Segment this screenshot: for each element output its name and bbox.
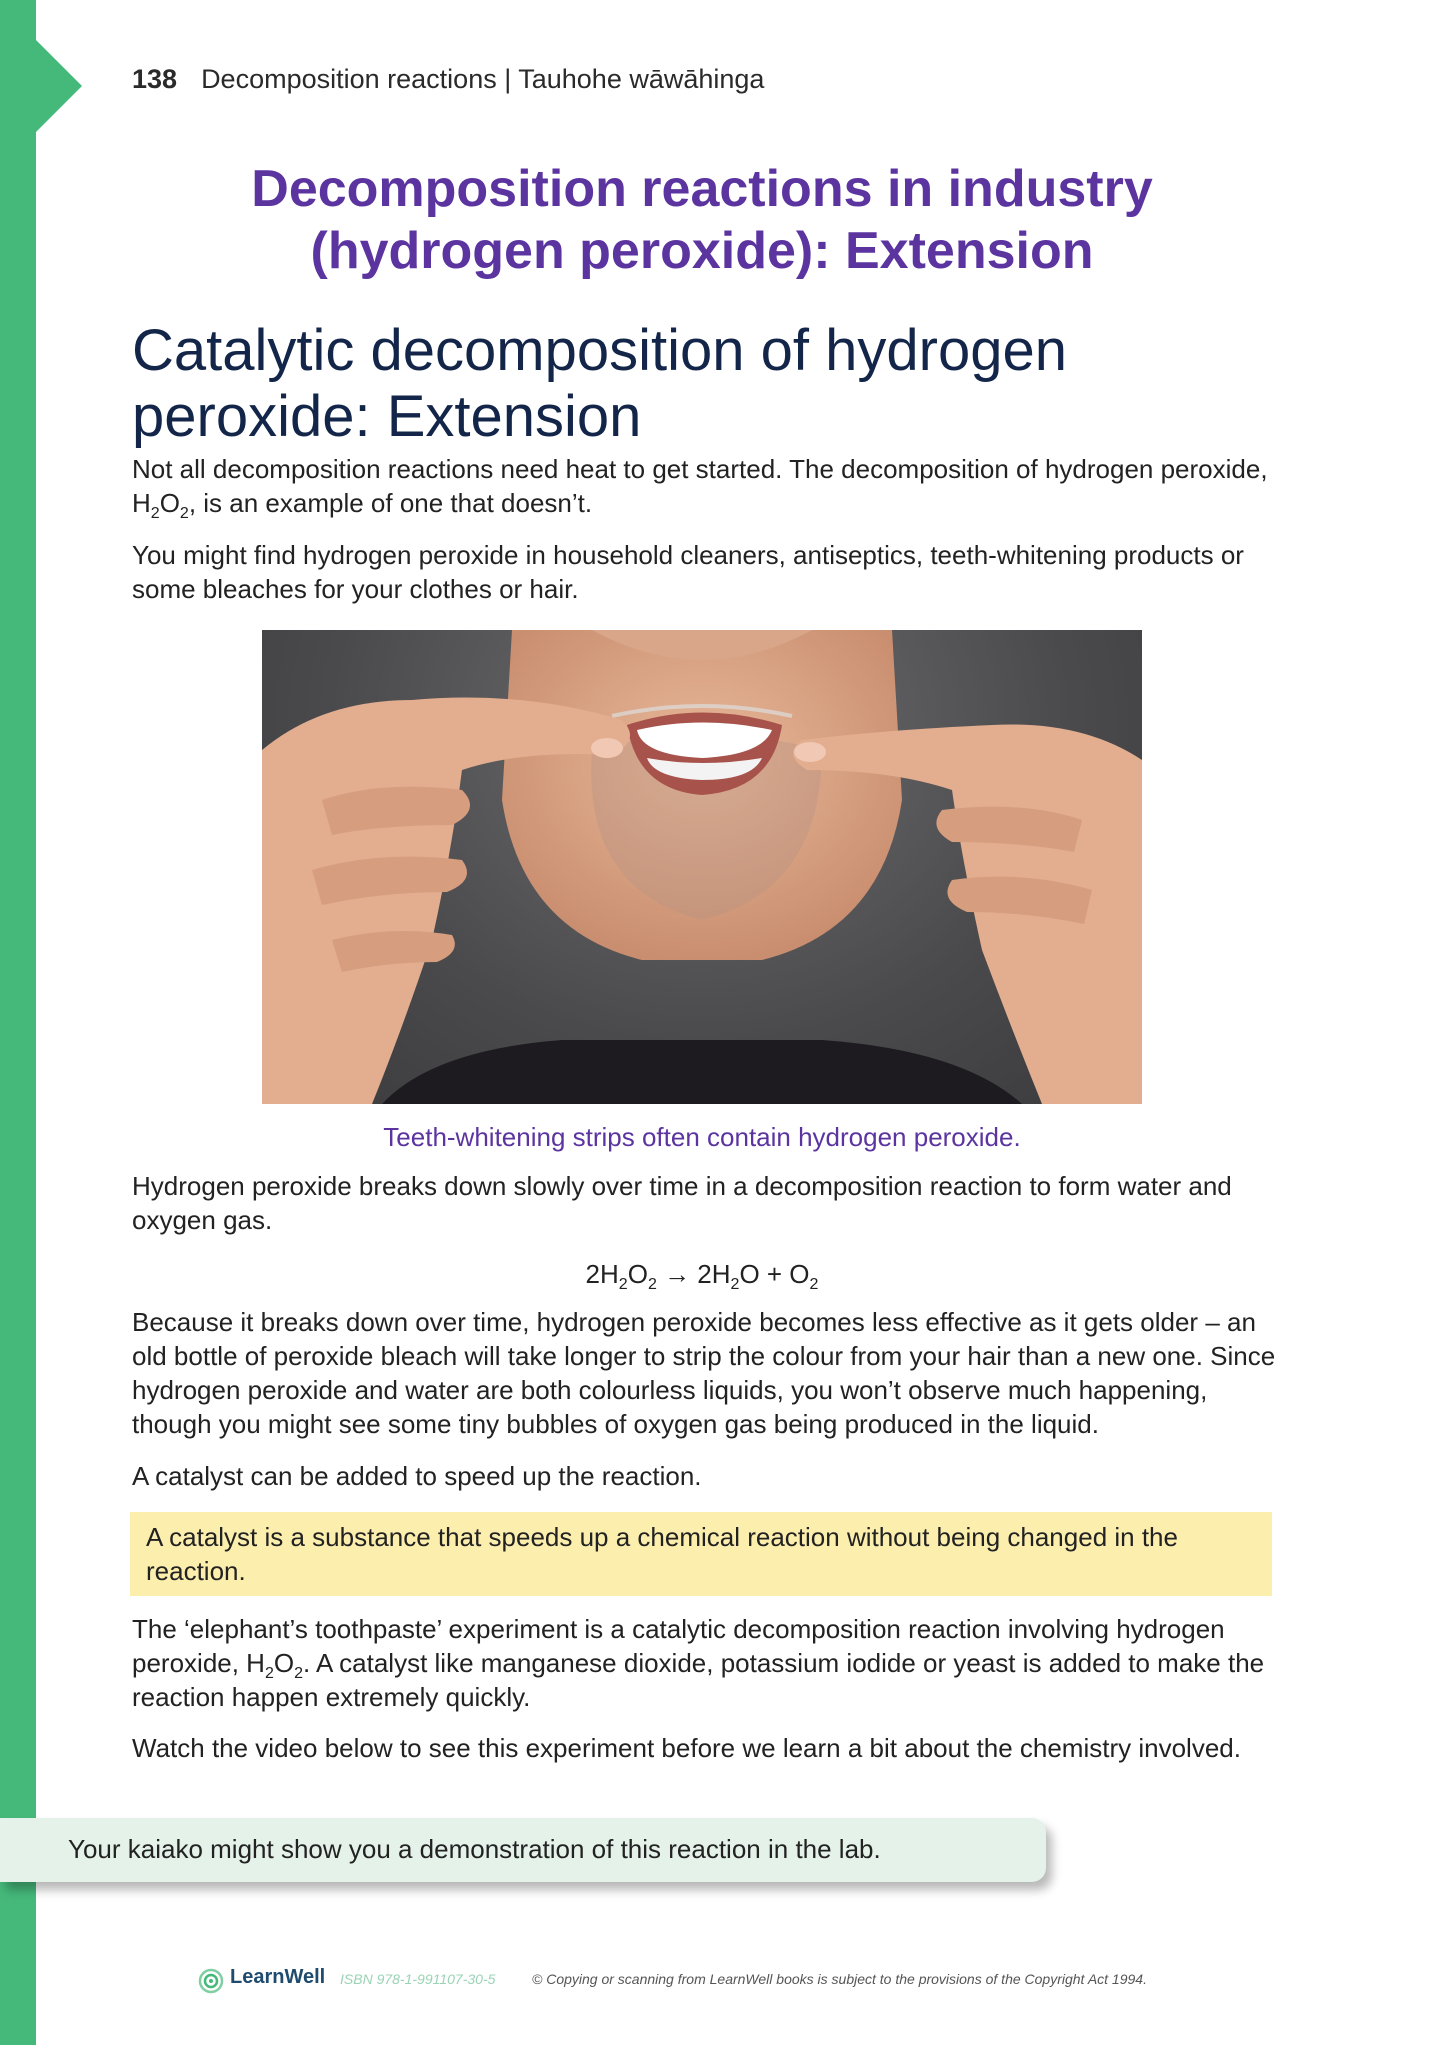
paragraph-intro: Not all decomposition reactions need heat to get started. The decomposition of hydrogen peroxide, $H_2O_2$, is an example of one that doesn’t.	[132, 454, 1268, 523]
definition-box	[130, 1512, 1272, 1596]
page-tab-arrow	[36, 40, 82, 132]
paragraph-elephant-toothpaste: The ‘elephant’s toothpaste’ experiment is a catalytic decomposition reaction involving hydrogen peroxide, $H_2O_2$. A catalyst like manganese dioxide, potassium iodide or yeast is added to make the reaction happen extremely quickly.	[132, 1614, 1265, 1712]
side-color-bar	[0, 0, 36, 2045]
paragraph-video: Watch the video below to see this experiment before we learn a bit about the chemistry involved.	[132, 1733, 1241, 1763]
section-heading-line2: peroxide: Extension	[132, 384, 642, 449]
teacher-note-text: Your kaiako might show you a demonstration of this reaction in the lab.	[68, 1834, 881, 1864]
chemical-equation: $2H_2O_2 \to 2H_2O + O_2$	[585, 1259, 819, 1294]
section-heading	[132, 318, 1312, 450]
definition-text: A catalyst is a substance that speeds up a chemical reaction without being changed in the reaction.	[146, 1522, 1178, 1586]
running-header	[132, 64, 764, 95]
page-title-line2: (hydrogen peroxide): Extension	[310, 222, 1094, 280]
teacher-note-box	[0, 1818, 1046, 1882]
teeth-whitening-photo	[262, 630, 1142, 1104]
isbn: ISBN 978-1-991107-30-5	[340, 1971, 496, 1987]
paragraph-effectiveness: Because it breaks down over time, hydrogen peroxide becomes less effective as it gets older – an old bottle of peroxide bleach will take longer to strip the colour from your hair than a new one. Since hydrogen peroxide and water are both colourless liquids, you won’t observe much happening, though you might see some tiny bubbles of oxygen gas being produced in the liquid.	[132, 1307, 1276, 1439]
page-title	[132, 158, 1272, 282]
paragraph-breakdown: Hydrogen peroxide breaks down slowly over time in a decomposition reaction to form water and oxygen gas.	[132, 1171, 1232, 1235]
section-heading-line1: Catalytic decomposition of hydrogen	[132, 318, 1067, 383]
paragraph-catalyst: A catalyst can be added to speed up the reaction.	[132, 1461, 702, 1491]
image-caption: Teeth-whitening strips often contain hydrogen peroxide.	[383, 1122, 1021, 1152]
page-number: 138	[132, 64, 178, 94]
copyright-notice: © Copying or scanning from LearnWell books is subject to the provisions of the Copyright Act 1994.	[532, 1971, 1147, 1987]
learnwell-logo-icon	[198, 1968, 224, 1994]
brand-name: LearnWell	[230, 1966, 326, 1988]
section-title: Decomposition reactions | Tauhohe wāwāhinga	[201, 64, 765, 94]
paragraph-uses: You might find hydrogen peroxide in household cleaners, antiseptics, teeth-whitening products or some bleaches for your clothes or hair.	[132, 540, 1244, 604]
page-title-line1: Decomposition reactions in industry	[251, 160, 1153, 218]
